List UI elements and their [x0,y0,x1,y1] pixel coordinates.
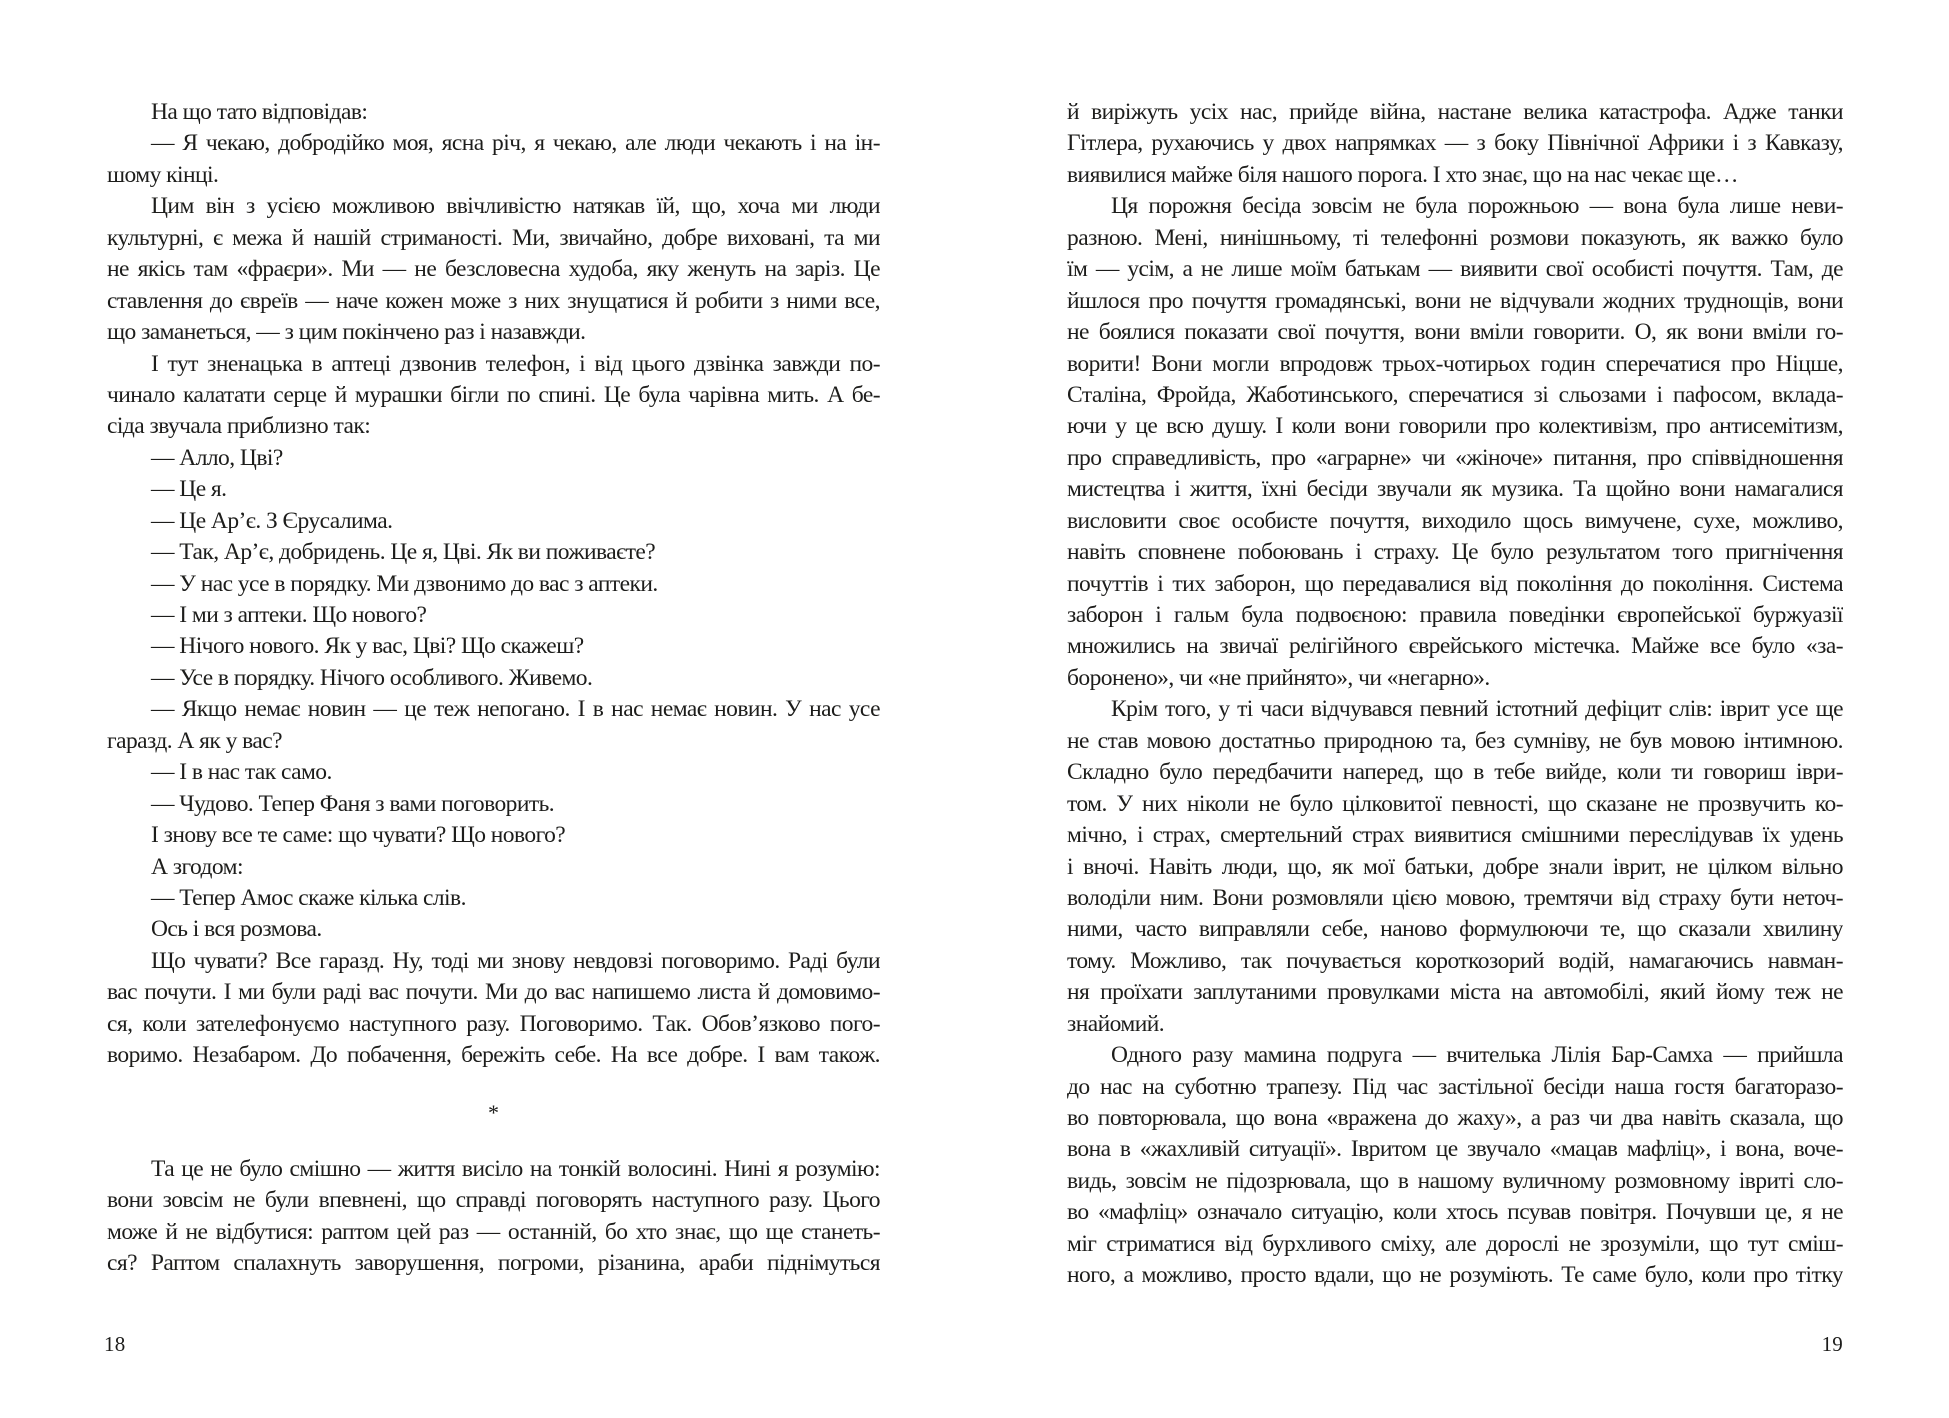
text-line: — У нас усе в порядку. Ми дзвонимо до вас з аптеки. [151,570,658,597]
text-line: Сталіна, Фройда, Жаботинського, сперечатися зі сльозами і пафосом, вклада- [1067,381,1843,408]
text-line: про справедливість, про «аграрне» чи «жіноче» питання, про співвідношення [1067,444,1843,471]
section-separator-asterisk: * [488,1099,499,1125]
text-line: — Так, Ар’є, добридень. Це я, Цві. Як ви поживаєте? [151,539,656,566]
text-line: ючи у це всю душу. І коли вони говорили про колективізм, про антисемітизм, [1067,413,1843,440]
text-line: том. У них ніколи не було цілковитої певності, що сказане не прозвучить ко- [1067,790,1843,817]
text-line: видь, зовсім не підозрювала, що в нашому вуличному розмовному івриті сло- [1067,1167,1843,1194]
text-line: мистецтва і життя, їхні бесіди звучали як музика. Та щойно вони намагалися [1067,476,1843,503]
text-line: гаразд. А як у вас? [107,727,283,754]
text-line: ними, часто виправляли себе, наново формулюючи те, що сказали хвилину [1067,916,1843,943]
text-line: і вночі. Навіть люди, що, як мої батьки, добре знали іврит, не цілком вільно [1067,853,1843,880]
text-line: — Усе в порядку. Нічого особливого. Живемо. [151,664,593,691]
text-line: — І в нас так само. [151,759,332,786]
text-line: Ця порожня бесіда зовсім не була порожньою — вона була лише неви- [1111,193,1843,220]
text-line: ного, а можливо, просто вдали, що не розуміють. Те саме було, коли про тітку [1067,1262,1843,1289]
text-line: сіда звучала приблизно так: [107,413,371,440]
text-line: — Це я. [151,476,227,503]
text-line: Одного разу мамина подруга — вчителька Лілія Бар-Самха — прийшла [1111,1042,1843,1069]
text-line: боронено», чи «не прийнято», чи «негарно». [1067,664,1490,691]
text-line: знайомий. [1067,1010,1165,1037]
text-line: шому кінці. [107,161,219,188]
text-line: може й не відбутися: раптом цей раз — останній, бо хто знає, що ще станеть- [107,1218,880,1245]
text-line: Що чувати? Все гаразд. Ну, тоді ми знову невдовзі поговоримо. Раді були [151,947,880,974]
text-line: йшлося про почуття громадянські, вони не відчували жодних труднощів, вони [1067,287,1843,314]
text-line: Цим він з усією можливою ввічливістю натякав їй, що, хоча ми люди [151,193,880,220]
text-line: вона в «жахливій ситуації». Івритом це звучало «мацав мафліц», і вона, воче- [1067,1136,1843,1163]
left-page-text-column [107,97,880,1280]
text-line: мічно, і страх, смертельний страх виявитися смішними переслідував їх удень [1067,822,1843,849]
text-line: А згодом: [151,853,243,880]
text-line: І тут зненацька в аптеці дзвонив телефон, і від цього дзвінка завжди по- [151,350,880,377]
text-line: На що тато відповідав: [151,99,368,125]
text-line: й виріжуть усіх нас, прийде війна, настане велика катастрофа. Адже танки [1067,99,1843,125]
text-line: що заманеться, — з цим покінчено раз і назавжди. [107,319,586,346]
text-line: не якісь там «фраєри». Ми — не безсловесна худоба, яку женуть на заріз. Це [107,256,880,283]
text-line: тому. Можливо, так почувається короткозорий водій, намагаючись навман- [1067,947,1843,974]
text-line: І знову все те саме: що чувати? Що нового? [151,822,566,849]
text-line: навіть сповнене побоювань і страху. Це було результатом того пригнічення [1067,539,1843,566]
text-line: володіли ним. Вони розмовляли цією мовою, тремтячи від страху бути неточ- [1067,884,1843,911]
text-line: ворити! Вони могли впродовж трьох-чотирьох годин сперечатися про Ніцше, [1067,350,1843,377]
text-line: їм — усім, а не лише моїм батькам — виявити свої особисті почуття. Там, де [1067,256,1843,283]
text-line: воримо. Незабаром. До побачення, бережіть себе. На все добре. І вам також. [107,1042,880,1069]
text-line: — Тепер Амос скаже кілька слів. [151,884,466,911]
text-line: разною. Мені, нинішньому, ті телефонні розмови показують, як важко було [1067,224,1843,251]
text-line: почуттів і тих заборон, що передавалися від покоління до покоління. Система [1067,570,1843,597]
page-number-left: 18 [104,1332,126,1356]
text-line: не став мовою достатньо природною та, без сумніву, не був мовою інтимною. [1067,727,1843,754]
text-line: Та це не було смішно — життя висіло на тонкій волосині. Нині я розумію: [151,1156,880,1182]
text-line: міг стриматися від бурхливого сміху, але дорослі не зрозуміли, що тут сміш- [1067,1230,1843,1257]
text-line: ня проїхати заплутаними провулками міста на автомобілі, який йому теж не [1067,979,1843,1006]
text-line: вони зовсім не були впевнені, що справді поговорять наступного разу. Цього [107,1187,880,1214]
text-line: культурні, є межа й нашій стриманості. Ми, звичайно, добре виховані, та ми [107,224,880,251]
text-line: ся, коли зателефонуємо наступного разу. Поговоримо. Так. Обов’язково пого- [107,1010,880,1037]
text-line: не боялися показати свої почуття, вони вміли говорити. О, як вони вміли го- [1067,319,1843,346]
text-line: во повторювала, що вона «вражена до жаху», а раз чи два навіть сказала, що [1067,1105,1843,1131]
text-line: виявилися майже біля нашого порога. І хто знає, що на нас чекає ще… [1067,161,1738,188]
text-line: — Чудово. Тепер Фаня з вами поговорить. [151,790,555,817]
text-line: Складно було передбачити наперед, що в тебе вийде, коли ти говориш іври- [1067,759,1843,786]
text-line: вас почути. І ми були раді вас почути. Ми до вас напишемо листа й домовимо- [107,979,880,1006]
text-line: Крім того, у ті часи відчувався певний істотний дефіцит слів: іврит усе ще [1111,696,1843,723]
text-line: висловити своє особисте почуття, виходило щось вимучене, сухе, можливо, [1067,507,1843,534]
text-line: ся? Раптом спалахнуть заворушення, погроми, різанина, араби піднімуться [107,1250,880,1277]
text-line: — Це Ар’є. З Єрусалима. [151,507,393,534]
text-line: чинало калатати серце й мурашки бігли по спині. Це була чарівна мить. А бе- [107,381,880,408]
text-line: множились на звичаї релігійного єврейського містечка. Майже все було «за- [1067,633,1843,660]
text-line: Ось і вся розмова. [151,916,322,943]
text-line: — Якщо немає новин — це теж непогано. І в нас немає новин. У нас усе [151,696,880,723]
right-page-text-column [1067,97,1843,1292]
text-line: ставлення до євреїв — наче кожен може з них знущатися й робити з ними все, [107,287,880,314]
text-line: — Я чекаю, добродійко моя, ясна річ, я чекаю, але люди чекають і на ін- [151,130,880,157]
text-line: — Алло, Цві? [151,444,283,471]
text-line: — Нічого нового. Як у вас, Цві? Що скажеш? [151,633,584,660]
page-number-right: 19 [1821,1332,1843,1356]
text-line: до нас на суботню трапезу. Під час застільної бесіди наша гостя багаторазо- [1067,1073,1843,1100]
text-line: Гітлера, рухаючись у двох напрямках — з боку Північної Африки і з Кавказу, [1067,130,1843,157]
text-line: заборон і гальм була подвоєною: правила поведінки європейської буржуазії [1067,602,1843,628]
text-line: — І ми з аптеки. Що нового? [151,602,427,628]
text-line: во «мафліц» означало ситуацію, коли хтось псував повітря. Почувши це, я не [1067,1199,1843,1226]
